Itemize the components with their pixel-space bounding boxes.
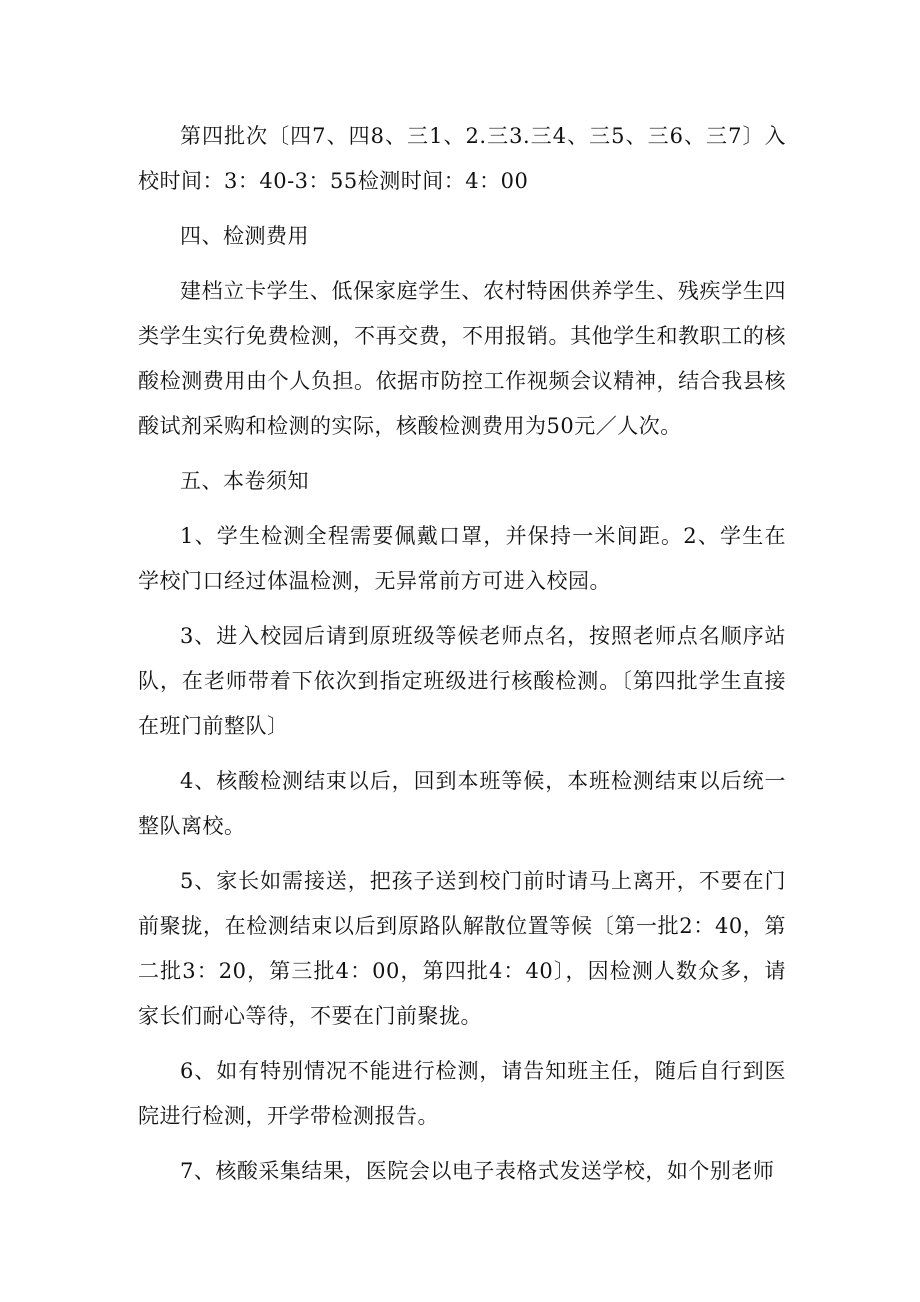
paragraph-fee-policy: 建档立卡学生、低保家庭学生、农村特困供养学生、残疾学生四类学生实行免费检测，不再交费，不用报销。其他学生和教职工的核酸检测费用由个人负担。依据市防控工作视频会议精神，结合我县核酸试剂采购和检测的实际，核酸检测费用为50元／人次。 [138, 279, 786, 438]
paragraph-batch-four-schedule: 第四批次〔四7、四8、三1、2.三3.三4、三5、三6、三7〕入校时间：3：40-3：55检测时间：4：00 [138, 124, 786, 193]
paragraph-notice-3: 3、进入校园后请到原班级等候老师点名，按照老师点名顺序站队，在老师带着下依次到指定班级进行核酸检测。〔第四批学生直接在班门前整队〕 [138, 624, 786, 738]
paragraph-notice-5: 5、家长如需接送，把孩子送到校门前时请马上离开，不要在门前聚拢，在检测结束以后到原路队解散位置等候〔第一批2：40，第二批3：20，第三批4：00，第四批4：40〕，因检测人数众多，请家长们耐心等待，不要在门前聚拢。 [138, 869, 786, 1028]
paragraph-notice-1-2: 1、学生检测全程需要佩戴口罩，并保持一米间距。2、学生在学校门口经过体温检测，无异常前方可进入校园。 [138, 524, 786, 593]
paragraph-notice-7: 7、核酸采集结果，医院会以电子表格式发送学校，如个别老师 [180, 1159, 775, 1183]
document-body [138, 114, 786, 1204]
paragraph-notice-4: 4、核酸检测结束以后，回到本班等候，本班检测结束以后统一整队离校。 [138, 769, 786, 838]
paragraph-notice-6: 6、如有特别情况不能进行检测，请告知班主任，随后自行到医院进行检测，开学带检测报告。 [138, 1059, 786, 1128]
heading-testing-fees: 四、检测费用 [180, 224, 309, 248]
heading-notices: 五、本卷须知 [180, 469, 309, 493]
